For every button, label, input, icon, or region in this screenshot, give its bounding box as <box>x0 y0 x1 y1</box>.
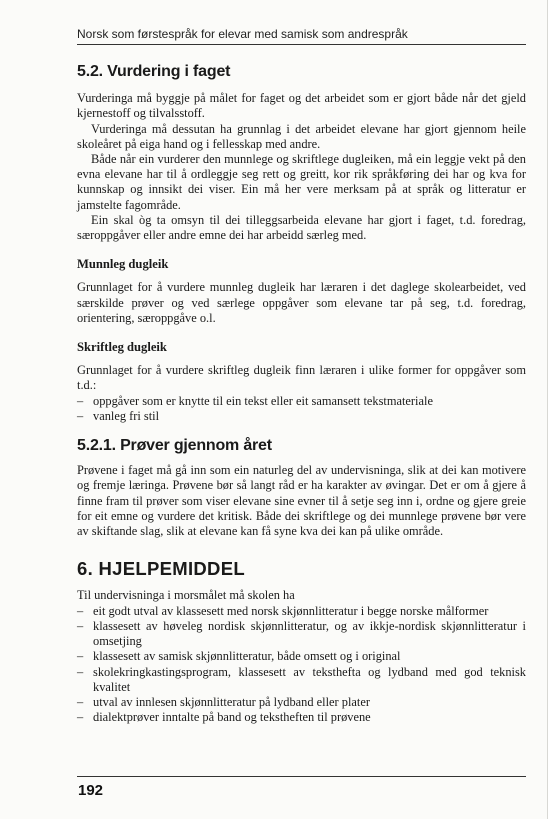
subheading-skriftleg: Skriftleg dugleik <box>77 340 167 355</box>
list-item: – skolekringkastingsprogram, klassesett av teksthefta og lydband med god teknisk kvalitet <box>77 665 526 695</box>
list-item: – vanleg fri stil <box>77 409 526 424</box>
list-item: – klassesett av høveleg nordisk skjønnlitteratur, og av ikkje-nordisk skjønnlitteratur i omsetjing <box>77 619 526 649</box>
list-item: – oppgåver som er knytte til ein tekst eller eit samansett tekstmateriale <box>77 394 526 409</box>
dash-list <box>77 604 526 726</box>
chapter-heading-6: 6. HJELPEMIDDEL <box>77 558 245 580</box>
section-heading-5-2-1: 5.2.1. Prøver gjennom året <box>77 437 272 455</box>
list-item: – dialektprøver inntalte på band og tekstheften til prøvene <box>77 710 526 725</box>
paragraph: Til undervisninga i morsmålet må skolen ha <box>77 588 295 603</box>
dash-list <box>77 394 526 424</box>
list-item: – klassesett av samisk skjønnlitteratur, både omsett og i original <box>77 649 526 664</box>
section-heading-5-2: 5.2. Vurdering i faget <box>77 63 231 80</box>
paragraph: Prøvene i faget må gå inn som ein naturleg del av undervisninga, slik at dei kan motivere og fremje læringa. Prøvene bør så langt råd er ha karakter av øvingar. Det er om å gjere å finne fram til prøver som viser elevane sine evner til å setje seg inn i, ordne og gjere greie for eit emne og vurdere det kritisk. Både dei skriftlege og dei munnlege prøvene bør vere av skiftande slag, slik at elevane kan få syne kva dei kan på ulike område. <box>77 463 526 539</box>
list-item: – utval av innlesen skjønnlitteratur på lydband eller plater <box>77 695 526 710</box>
paragraph: Ein skal òg ta omsyn til dei tilleggsarbeida elevane har gjort i faget, t.d. foredrag, særoppgåver eller andre emne dei har arbeidd særleg med. <box>77 212 526 243</box>
paragraph: Vurderinga må dessutan ha grunnlag i det arbeidet elevane har gjort gjennom heile skoleåret på eiga hand og i fellesskap med andre. <box>77 121 526 151</box>
paragraph: Grunnlaget for å vurdere skriftleg dugleik finn læraren i ulike former for oppgåver som t.d.: <box>77 363 526 393</box>
subheading-munnleg: Munnleg dugleik <box>77 257 169 272</box>
paragraph: Vurderinga må byggje på målet for faget og det arbeidet som er gjort både når det gjeld kjernestoff og tilvalsstoff. <box>77 91 526 121</box>
paragraph: Grunnlaget for å vurdere munnleg dugleik har læraren i det daglege skolearbeidet, ved særskilde prøver og ved særlege oppgåver som elevane tar på seg, t.d. foredrag, orientering, særoppgåve o.l. <box>77 280 526 325</box>
running-head: Norsk som førstespråk for elevar med samisk som andrespråk <box>77 27 526 45</box>
page-number: 192 <box>78 782 104 799</box>
footer-rule <box>77 776 526 777</box>
list-item: – eit godt utval av klassesett med norsk skjønnlitteratur i begge norske målformer <box>77 604 526 619</box>
page-content <box>77 64 526 725</box>
paragraph: Både når ein vurderer den munnlege og skriftlege dugleiken, må ein leggje vekt på den evna elevane har til å ordleggje seg rett og greitt, kor rik språkføring dei har og kva for kunnskap og innsikt dei viser. Ein må her vere merksam på at språk og litteratur er jamstelte fagområde. <box>77 152 526 212</box>
